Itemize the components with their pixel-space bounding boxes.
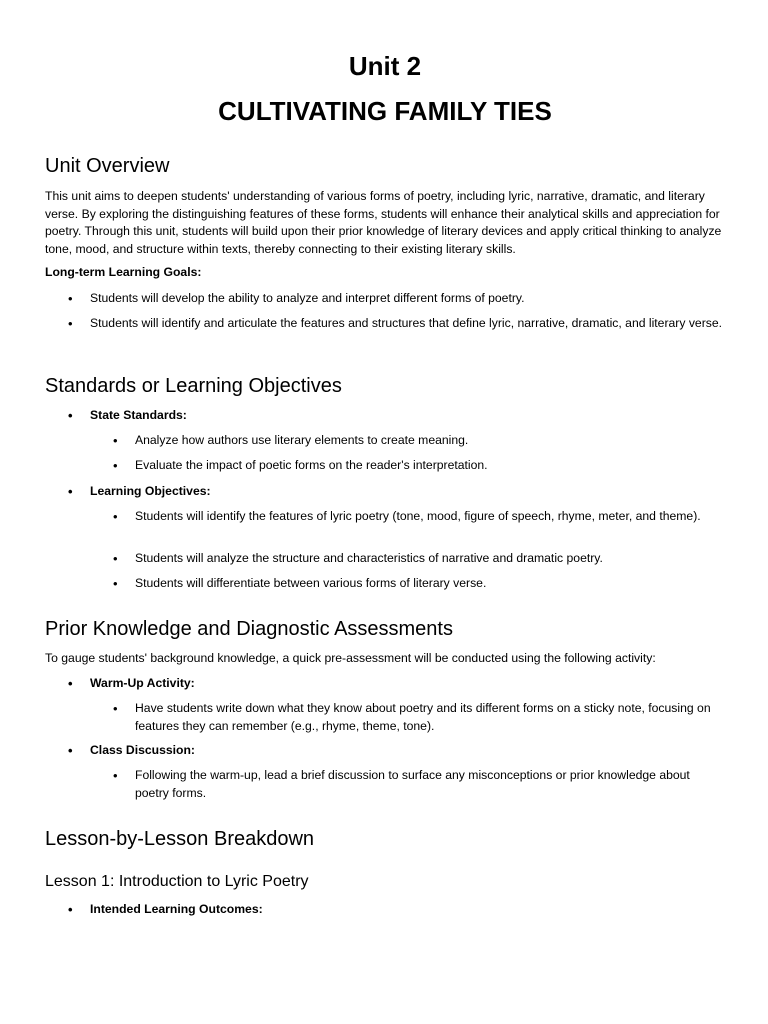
unit-subtitle: CULTIVATING FAMILY TIES (218, 96, 552, 126)
unit-overview-paragraph: This unit aims to deepen students' understanding of various forms of poetry, including lyric, narrative, dramatic, and literary verse. By exploring the distinguishing features of these forms, students will enhance their analytical skills and appreciation for poetry. Through this unit, students will build upon their prior knowledge of literary devices and apply critical thinking to analyze tone, mood, and structure within texts, thereby connecting to their existing literary skills. (45, 189, 722, 256)
learning-objective-item: • Students will identify the features of lyric poetry (tone, mood, figure of speech, rhyme, meter, and theme). (135, 508, 725, 526)
goal-item: • Students will identify and articulate the features and structures that define lyric, narrative, dramatic, and literary verse. (90, 315, 726, 333)
unit-overview-heading: Unit Overview (45, 155, 170, 177)
warm-up-activity-item: • Have students write down what they know about poetry and its different forms on a sticky note, focusing on features they can remember (e.g., rhyme, theme, tone). (135, 700, 725, 735)
warm-up-activity-label: • Warm-Up Activity: (90, 675, 726, 693)
unit-title: Unit 2 (348, 51, 422, 81)
state-standard-item: • Evaluate the impact of poetic forms on the reader's interpretation. (135, 457, 725, 475)
learning-objective-item: • Students will differentiate between various forms of literary verse. (135, 575, 725, 593)
prior-knowledge-intro: To gauge students' background knowledge, a quick pre-assessment will be conducted using the following activity: (45, 651, 656, 665)
learning-objective-item: • Students will analyze the structure and characteristics of narrative and dramatic poetry. (135, 550, 725, 568)
lesson-breakdown-heading: Lesson-by-Lesson Breakdown (45, 828, 315, 850)
goal-item: • Students will develop the ability to analyze and interpret different forms of poetry. (90, 290, 726, 308)
prior-knowledge-heading: Prior Knowledge and Diagnostic Assessments (45, 618, 453, 640)
lesson-1-heading: Lesson 1: Introduction to Lyric Poetry (45, 873, 309, 890)
class-discussion-label: • Class Discussion: (90, 742, 726, 760)
long-term-goals-label: Long-term Learning Goals: (45, 265, 202, 279)
class-discussion-item: • Following the warm-up, lead a brief discussion to surface any misconceptions or prior knowledge about poetry forms. (135, 767, 725, 802)
state-standards-label: • State Standards: (90, 407, 726, 425)
standards-heading: Standards or Learning Objectives (45, 375, 342, 397)
state-standard-item: • Analyze how authors use literary elements to create meaning. (135, 432, 725, 450)
learning-objectives-label: • Learning Objectives: (90, 483, 726, 501)
intended-outcomes-label: • Intended Learning Outcomes: (90, 901, 726, 919)
